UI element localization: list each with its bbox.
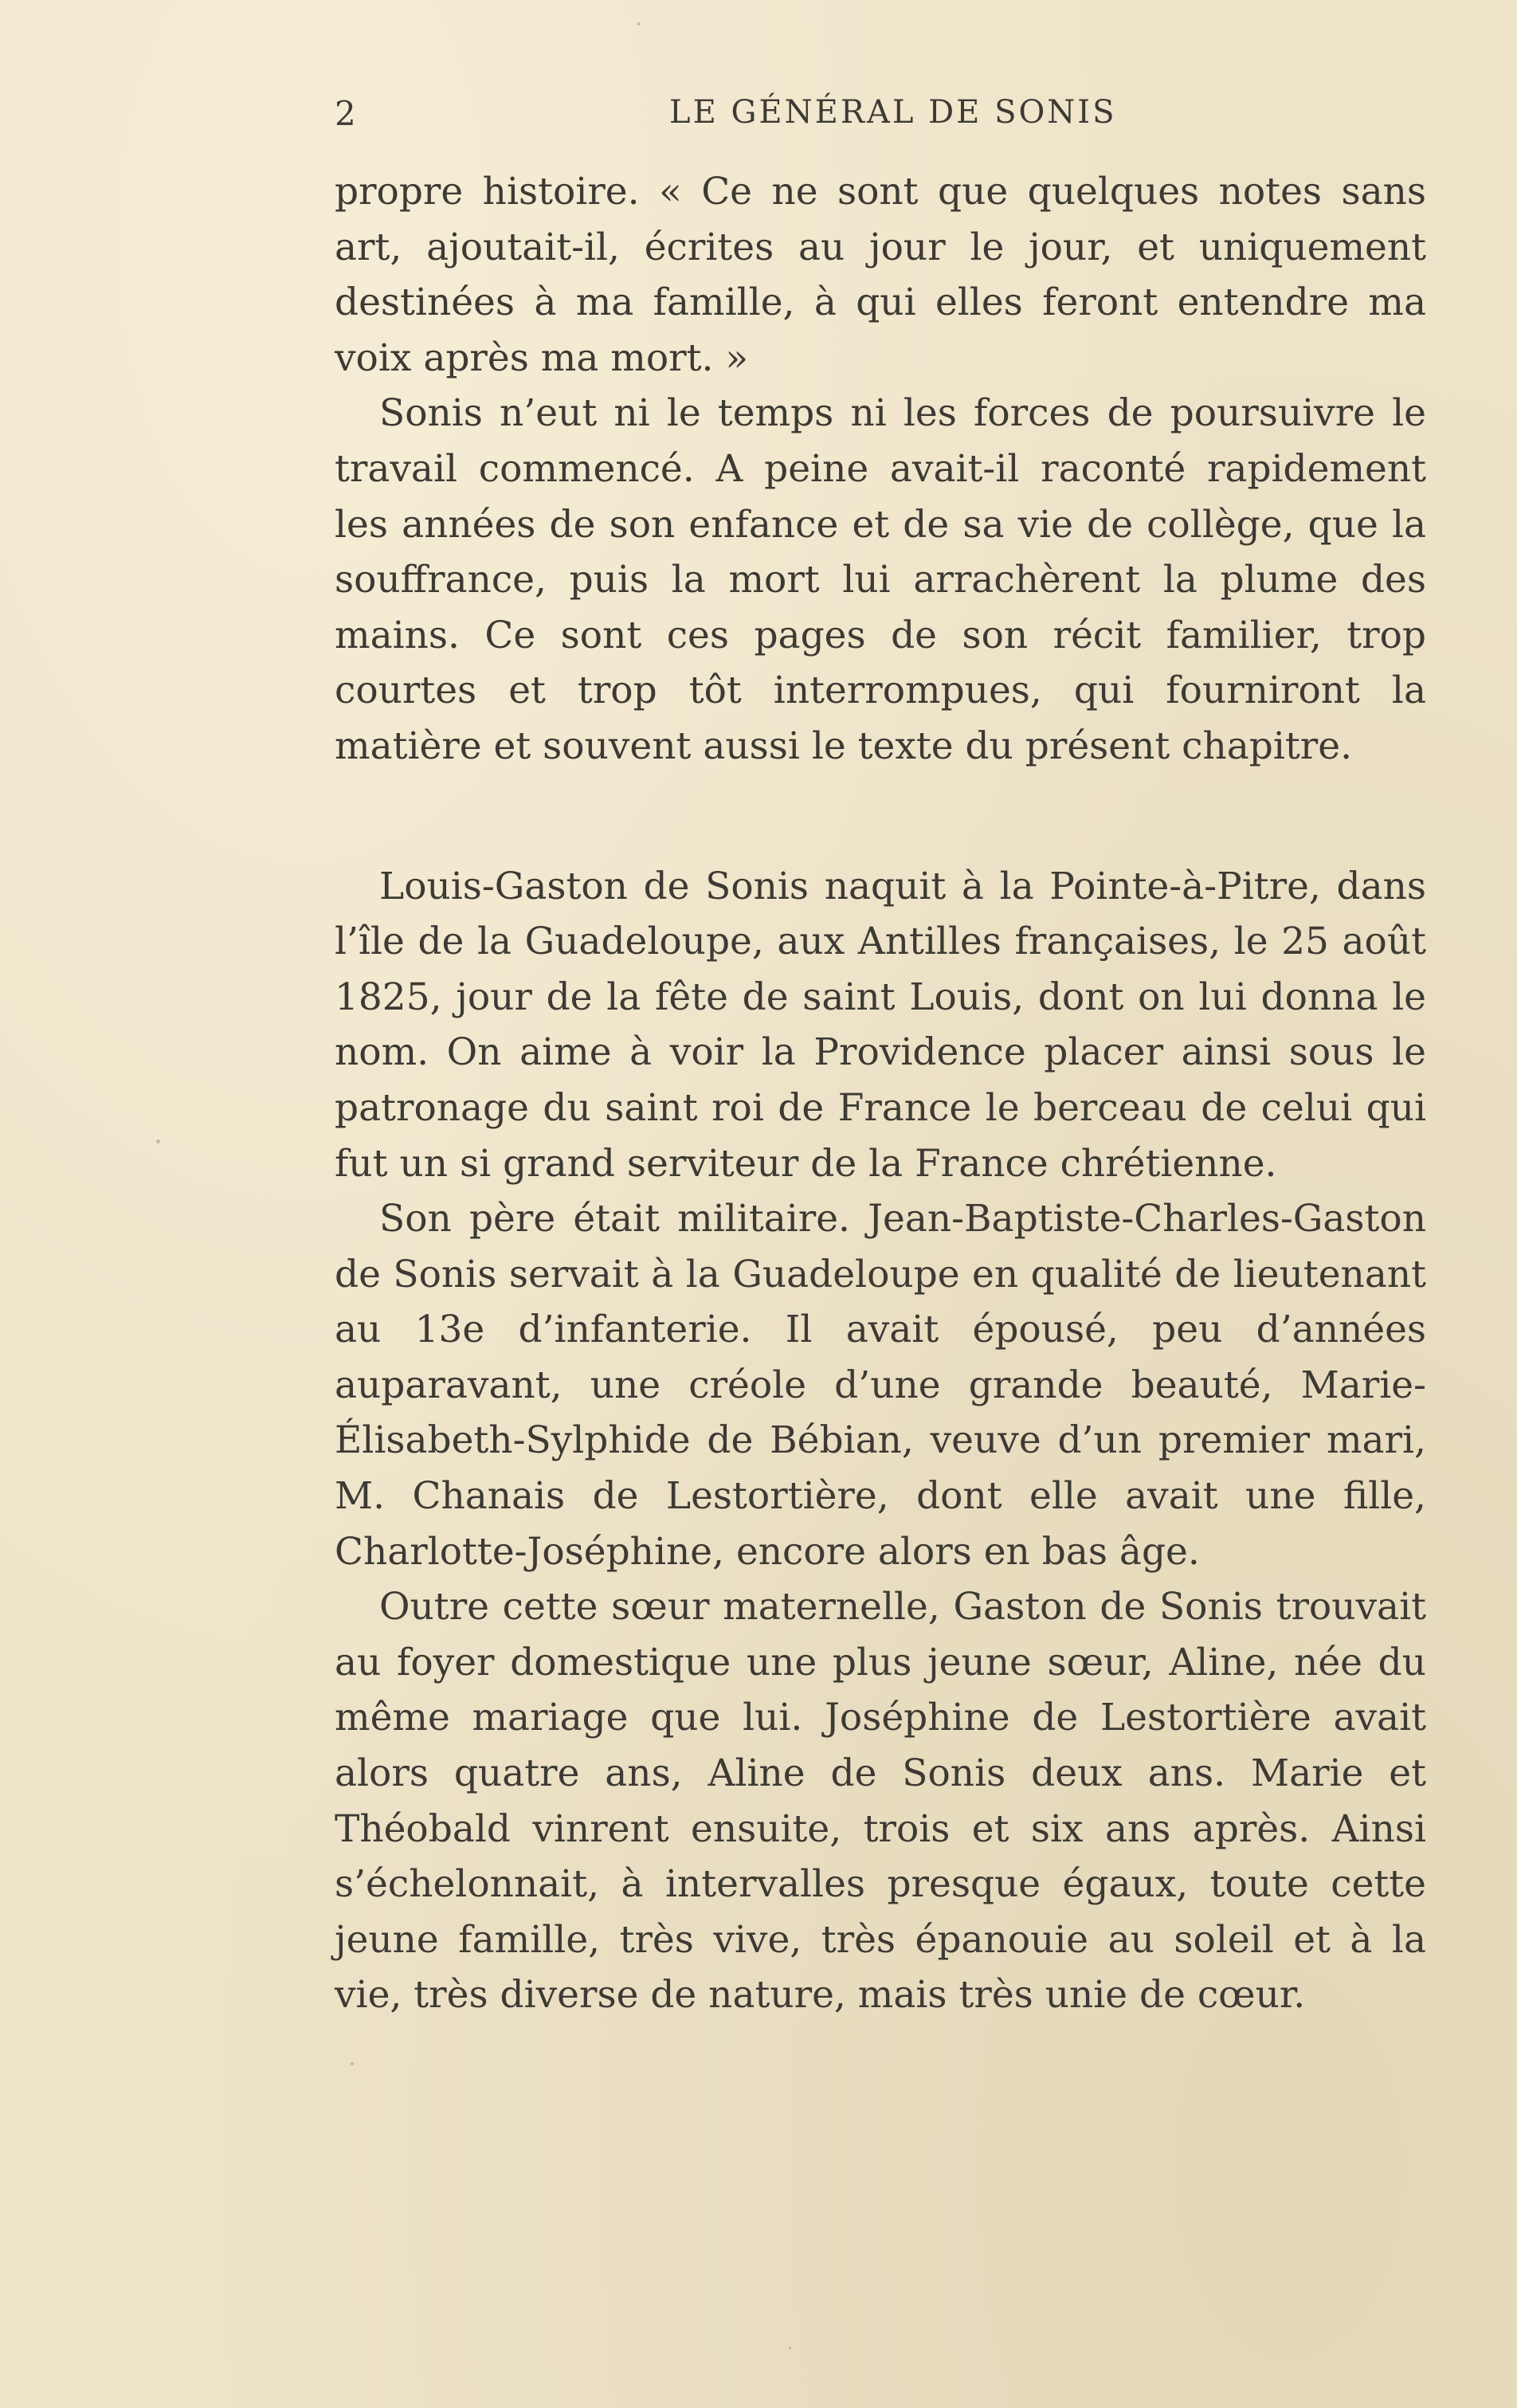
paper-speck bbox=[637, 22, 641, 25]
running-head bbox=[335, 94, 1426, 142]
body-text bbox=[335, 164, 1426, 2023]
paper-speck bbox=[156, 1139, 160, 1143]
running-title: LE GÉNÉRAL DE SONIS bbox=[669, 94, 1117, 131]
page-number: 2 bbox=[335, 94, 357, 133]
paper-speck bbox=[351, 2062, 354, 2065]
paragraph-father: Son père était militaire. Jean-Baptiste-Charles-Gaston de Sonis servait à la Guadeloupe en qualité de lieutenant au 13e d’infanterie. Il avait épousé, peu d’années auparavant, une créole d’une grande beauté, Marie-Élisabeth-Sylphide de Bébian, veuve d’un premier mari, M. Chanais de Lestortière, dont elle avait une fille, Charlotte-Joséphine, encore alors en bas âge. bbox=[335, 1197, 1426, 1574]
paragraph-unfinished-work: Sonis n’eut ni le temps ni les forces de poursuivre le travail commencé. A peine avait-il raconté rapidement les années de son enfance et de sa vie de collège, que la souffrance, puis la mort lui arrachèrent la plume des mains. Ce sont ces pages de son récit familier, trop courtes et trop tôt interrompues, qui fourniront la matière et souvent aussi le texte du présent chapitre. bbox=[335, 391, 1426, 768]
paragraph-continuation: propre histoire. « Ce ne sont que quelques notes sans art, ajoutait-il, écrites au jour le jour, et uniquement destinées à ma famille, à qui elles feront entendre ma voix après ma mort. » bbox=[335, 170, 1426, 380]
paragraph-siblings: Outre cette sœur maternelle, Gaston de Sonis trouvait au foyer domestique une plus jeune sœur, Aline, née du même mariage que lui. Joséphine de Lestortière avait alors quatre ans, Aline de Sonis deux ans. Marie et Théobald vinrent ensuite, trois et six ans après. Ainsi s’échelonnait, à intervalles presque égaux, toute cette jeune famille, très vive, très épanouie au soleil et à la vie, très diverse de nature, mais très unie de cœur. bbox=[335, 1585, 1426, 2018]
paragraph-birth: Louis-Gaston de Sonis naquit à la Pointe-à-Pitre, dans l’île de la Guadeloupe, aux Antilles françaises, le 25 août 1825, jour de la fête de saint Louis, dont on lui donna le nom. On aime à voir la Providence placer ainsi sous le patronage du saint roi de France le berceau de celui qui fut un si grand serviteur de la France chrétienne. bbox=[335, 864, 1426, 1186]
paper-speck bbox=[789, 2347, 791, 2349]
